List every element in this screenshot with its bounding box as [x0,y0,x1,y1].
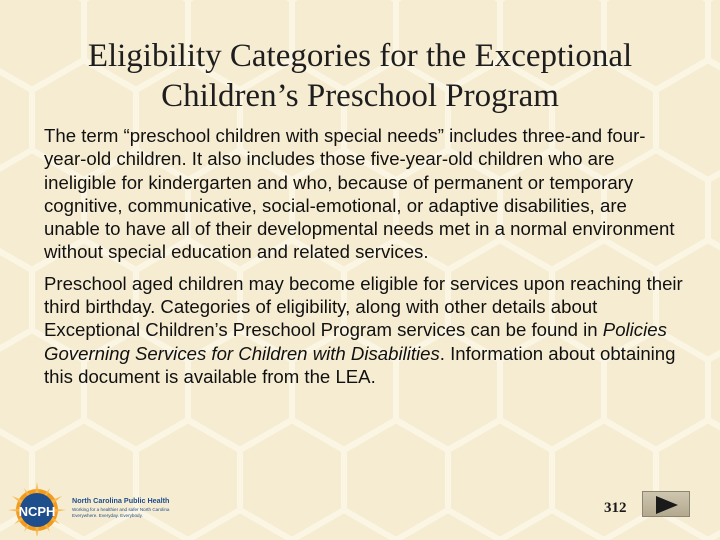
page-number: 312 [604,500,627,516]
next-arrow-icon [656,496,678,514]
logo-abbrev: NCPH [18,504,56,519]
paragraph-2 [44,272,684,388]
title-line-1: Eligibility Categories for the Exceptional [87,38,633,74]
ncph-logo [4,482,224,536]
next-slide-button[interactable] [642,491,690,517]
paragraph-1: The term “preschool children with special needs” includes three-and four-year-old children. It also includes those five-year-old children who are ineligible for kindergarten and who, because of permanent or temporary cognitive, communicative, social-emotional, or adaptive disabilities, are unable to have all of their developmental needs met in a normal environment without special education and related services. [44,125,675,263]
tagline-line-2: Everywhere. Everyday. Everybody. [72,513,143,518]
policy-document-title: Policies Governing Services for Children with Disabilities [44,319,667,364]
org-name: North Carolina Public Health [72,496,170,505]
paragraph-2-text-end: . Information about obtaining this document is available from the LEA. [44,342,676,387]
tagline-line-1: Working for a healthier and safer North Carolina [72,507,170,512]
ncph-logo-icon [8,482,66,536]
slide-title [20,36,700,116]
title-line-2: Children’s Preschool Program [161,78,559,114]
paragraph-2-text-start: Preschool aged children may become eligible for services upon reaching their third birthday. Categories of eligibility, along with other details about Exceptional Children’s Preschool Program services can be found in [44,272,683,341]
slide-body [44,124,684,396]
